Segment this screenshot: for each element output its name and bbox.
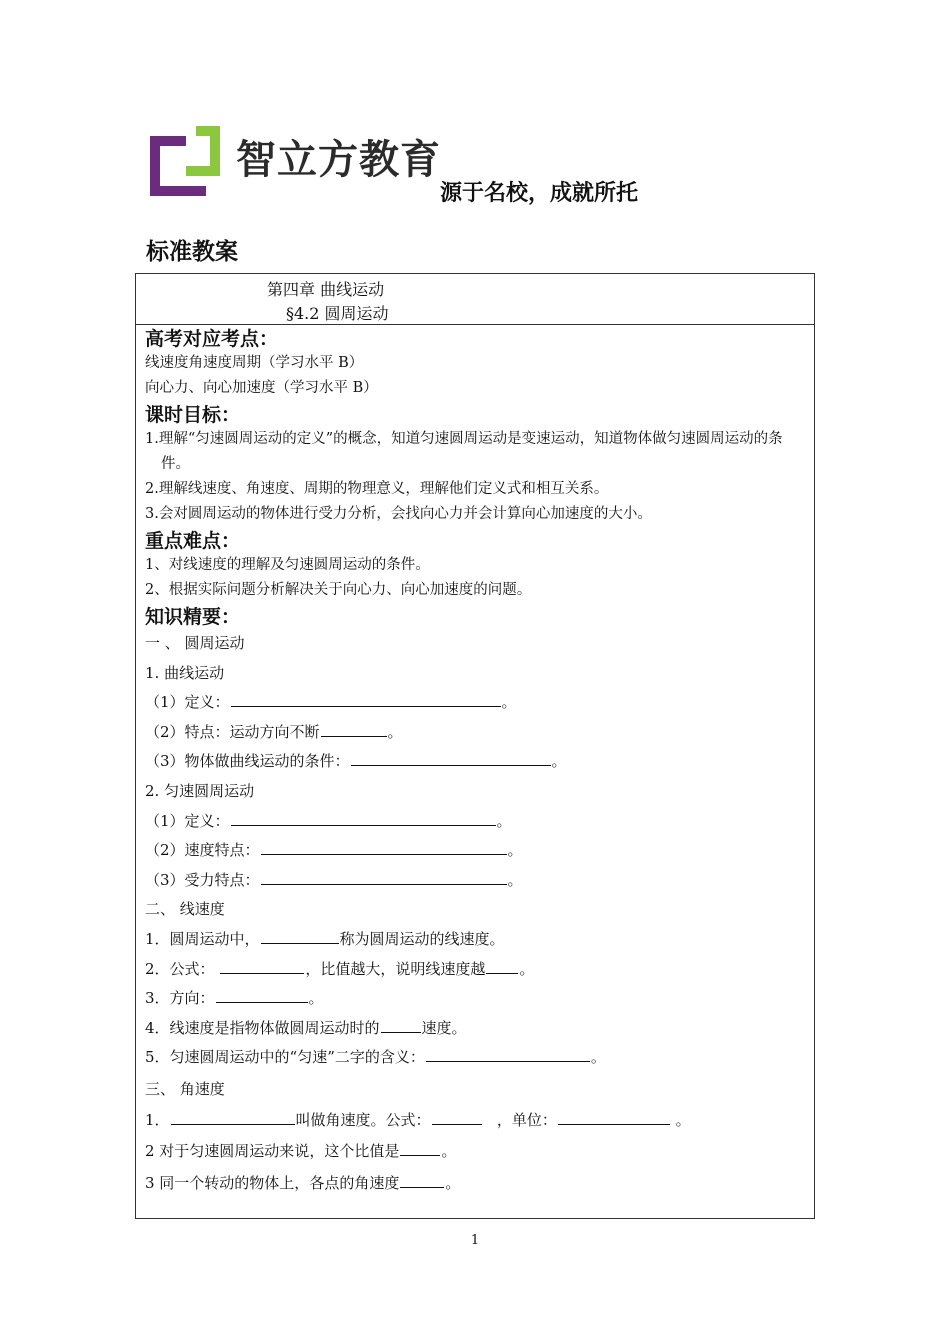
exam-point-item: 向心力、向心加速度（学习水平 B） bbox=[145, 380, 378, 396]
chapter-title: 第四章 曲线运动 bbox=[267, 280, 385, 299]
page-number: 1 bbox=[470, 1233, 480, 1248]
answer-blank[interactable] bbox=[558, 1108, 670, 1125]
fill-line: 2．公式： ，比值越大，说明线速度越 。 bbox=[145, 955, 806, 985]
answer-blank[interactable] bbox=[400, 1171, 444, 1188]
doc-type-title: 标准教案 bbox=[146, 239, 238, 265]
answer-blank[interactable] bbox=[231, 809, 496, 826]
section-one-title: 一 、 圆周运动 bbox=[145, 634, 245, 652]
objective-item: 3.会对圆周运动的物体进行受力分析，会找向心力并会计算向心加速度的大小。 bbox=[145, 506, 652, 522]
fill-line: 5．匀速圆周运动中的“匀速”二字的含义： 。 bbox=[145, 1043, 806, 1073]
section-two-title: 二、 线速度 bbox=[145, 900, 225, 919]
fill-line: 2 对于匀速圆周运动来说，这个比值是 。 bbox=[145, 1137, 806, 1167]
knowledge-heading: 知识精要： bbox=[145, 606, 241, 628]
slogan: 源于名校，成就所托 bbox=[440, 181, 639, 206]
brand-name: 智立方教育 bbox=[236, 137, 441, 183]
fill-line: 3．方向： 。 bbox=[145, 984, 806, 1014]
answer-blank[interactable] bbox=[432, 1108, 482, 1125]
answer-blank[interactable] bbox=[351, 749, 551, 766]
objective-item: 1.理解“匀速圆周运动的定义”的概念，知道匀速圆周运动是变速运动，知道物体做匀速圆周运动的条件。 bbox=[145, 431, 783, 472]
fill-line: （3）受力特点： 。 bbox=[145, 866, 806, 896]
answer-blank[interactable] bbox=[381, 1016, 421, 1033]
logo-green-bracket bbox=[186, 126, 220, 176]
objective-item: 2.理解线速度、角速度、周期的物理意义，理解他们定义式和相互关系。 bbox=[145, 481, 609, 497]
exam-points-heading: 高考对应考点： bbox=[145, 328, 279, 350]
uniform-circular-title: 2. 匀速圆周运动 bbox=[145, 781, 255, 800]
fill-line: （3）物体做曲线运动的条件： 。 bbox=[145, 747, 806, 777]
answer-blank[interactable] bbox=[171, 1108, 295, 1125]
fill-line: （2）特点：运动方向不断 。 bbox=[145, 718, 806, 748]
fill-line: （1）定义： 。 bbox=[145, 807, 806, 837]
answer-blank[interactable] bbox=[261, 838, 507, 855]
answer-blank[interactable] bbox=[426, 1045, 590, 1062]
title-row bbox=[136, 274, 814, 325]
key-point-item: 2、根据实际问题分析解决关于向心力、向心加速度的问题。 bbox=[145, 582, 532, 598]
fill-line: （1）定义： 。 bbox=[145, 688, 806, 718]
exam-point-item: 线速度角速度周期（学习水平 B） bbox=[145, 355, 364, 371]
lesson-plan-box bbox=[135, 273, 815, 1219]
content bbox=[136, 327, 814, 1198]
fill-line: 1． 叫做角速度。公式： ，单位： 。 bbox=[145, 1106, 806, 1136]
answer-blank[interactable] bbox=[231, 690, 501, 707]
fill-line: 4．线速度是指物体做圆周运动时的 速度。 bbox=[145, 1014, 806, 1044]
key-point-item: 1、对线速度的理解及匀速圆周运动的条件。 bbox=[145, 557, 430, 573]
answer-blank[interactable] bbox=[321, 720, 387, 737]
answer-blank[interactable] bbox=[220, 957, 304, 974]
answer-blank[interactable] bbox=[400, 1139, 440, 1156]
fill-line: 3 同一个转动的物体上，各点的角速度 。 bbox=[145, 1169, 806, 1199]
fill-line: 1．圆周运动中， 称为圆周运动的线速度。 bbox=[145, 925, 806, 955]
key-points-heading: 重点难点： bbox=[145, 530, 241, 552]
section-three-title: 三、 角速度 bbox=[145, 1079, 225, 1098]
answer-blank[interactable] bbox=[486, 957, 518, 974]
answer-blank[interactable] bbox=[261, 868, 507, 885]
objectives-heading: 课时目标： bbox=[145, 404, 241, 426]
answer-blank[interactable] bbox=[261, 927, 339, 944]
curve-motion-title: 1. 曲线运动 bbox=[145, 663, 225, 682]
fill-line: （2）速度特点： 。 bbox=[145, 836, 806, 866]
answer-blank[interactable] bbox=[216, 986, 308, 1003]
section-title: §4.2 圆周运动 bbox=[286, 304, 389, 323]
